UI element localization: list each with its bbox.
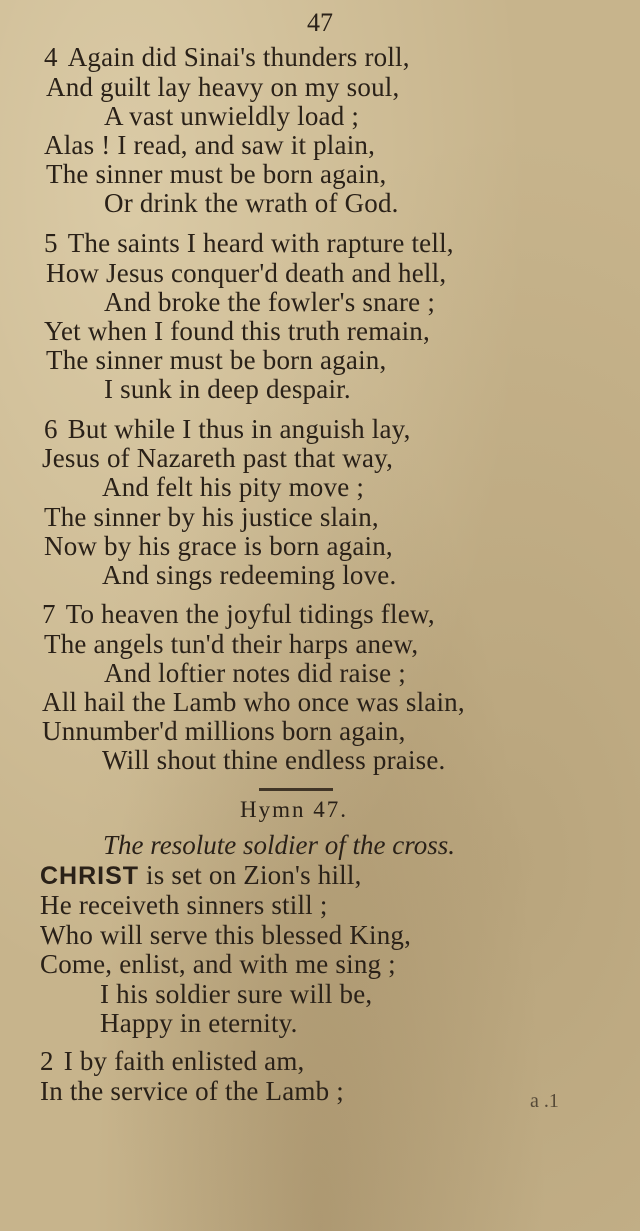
verse-text: is set on Zion's hill, <box>139 860 362 890</box>
verse-number: 4 <box>44 42 58 72</box>
verse-6-line-3: And felt his pity move ; <box>102 472 365 502</box>
verse-6-line-6: And sings redeeming love. <box>102 560 397 590</box>
hymn-verse-2-line-1 <box>40 1046 305 1076</box>
verse-5-line-4: Yet when I found this truth remain, <box>44 316 430 346</box>
verse-4-line-6: Or drink the wrath of God. <box>104 188 399 218</box>
verse-4-line-4: Alas ! I read, and saw it plain, <box>44 130 376 160</box>
hymn-title: Hymn 47. <box>240 797 348 822</box>
hymn-first-word: CHRIST <box>40 862 140 890</box>
hymn-verse-1-line-2: He receiveth sinners still ; <box>40 890 328 920</box>
verse-text: But while I thus in anguish lay, <box>67 414 411 444</box>
hymn-verse-1-line-5: I his soldier sure will be, <box>100 979 373 1009</box>
verse-5-line-3: And broke the fowler's snare ; <box>104 287 436 317</box>
verse-text: Again did Sinai's thunders roll, <box>67 42 410 72</box>
verse-text: To heaven the joyful tidings flew, <box>65 599 435 629</box>
verse-7-line-2: The angels tun'd their harps anew, <box>44 629 419 659</box>
verse-number: 7 <box>42 599 56 629</box>
hymn-verse-1-line-3: Who will serve this blessed King, <box>40 920 412 950</box>
hymn-verse-1-line-1 <box>40 860 362 891</box>
verse-7-line-5: Unnumber'd millions born again, <box>42 716 406 746</box>
verse-5-line-5: The sinner must be born again, <box>46 345 387 375</box>
hymn-verse-1-line-6: Happy in eternity. <box>100 1008 298 1038</box>
verse-text: The saints I heard with rapture tell, <box>67 228 454 258</box>
verse-4-line-1 <box>44 42 410 72</box>
verse-4-line-2: And guilt lay heavy on my soul, <box>46 72 400 102</box>
verse-6-line-2: Jesus of Nazareth past that way, <box>42 443 394 473</box>
verse-number: 5 <box>44 228 58 258</box>
verse-number: 2 <box>40 1046 54 1076</box>
verse-6-line-1 <box>44 414 411 444</box>
verse-5-line-1 <box>44 228 454 258</box>
section-divider <box>259 788 333 791</box>
verse-4-line-3: A vast unwieldly load ; <box>104 101 360 131</box>
verse-number: 6 <box>44 414 58 444</box>
verse-5-line-2: How Jesus conquer'd death and hell, <box>46 258 447 288</box>
corner-mark: a .1 <box>530 1090 559 1112</box>
verse-4-line-5: The sinner must be born again, <box>46 159 387 189</box>
hymn-verse-2-line-2: In the service of the Lamb ; <box>40 1076 344 1106</box>
verse-text: I by faith enlisted am, <box>63 1046 305 1076</box>
verse-6-line-5: Now by his grace is born again, <box>44 531 393 561</box>
verse-7-line-3: And loftier notes did raise ; <box>104 658 406 688</box>
hymn-subtitle: The resolute soldier of the cross. <box>103 830 455 860</box>
verse-5-line-6: I sunk in deep despair. <box>104 374 351 404</box>
hymn-verse-1-line-4: Come, enlist, and with me sing ; <box>40 949 396 979</box>
verse-7-line-6: Will shout thine endless praise. <box>102 745 446 775</box>
verse-6-line-4: The sinner by his justice slain, <box>44 502 379 532</box>
page-number: 47 <box>307 8 333 37</box>
verse-7-line-1 <box>42 599 435 629</box>
verse-7-line-4: All hail the Lamb who once was slain, <box>42 687 465 717</box>
